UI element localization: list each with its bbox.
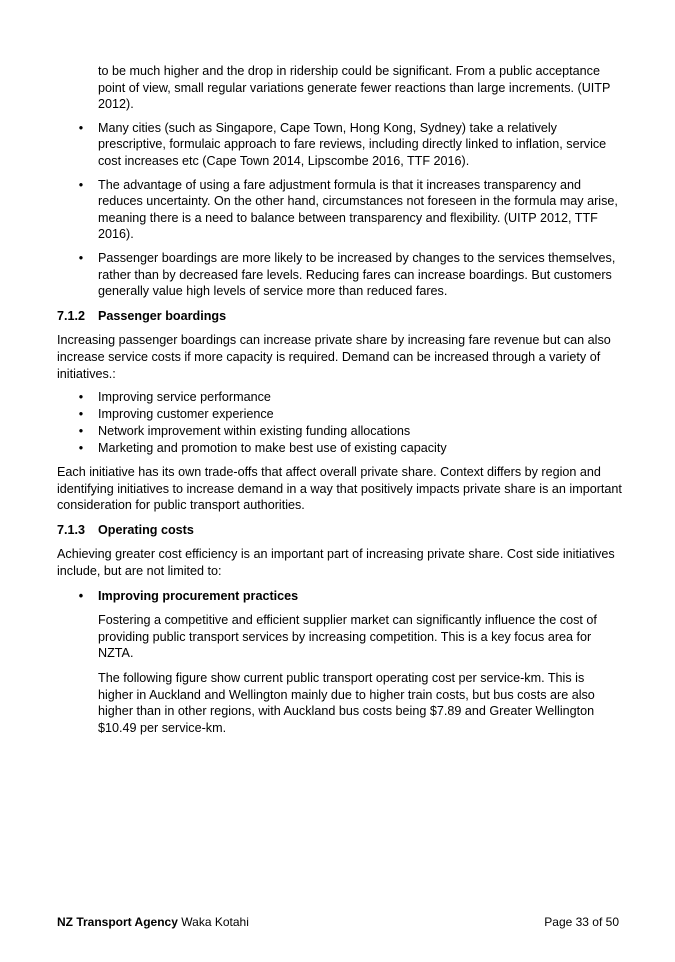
section-title: Operating costs [98, 522, 194, 537]
list-item [57, 423, 622, 440]
section-heading-7-1-3 [57, 522, 622, 539]
list-item-text: Passenger boardings are more likely to be increased by changes to the services themselves, rather than by decreased fare levels. Reducing fares can increase boardings. But customers generally value high levels of service more than reduced fares. [98, 250, 616, 299]
list-item-text: The advantage of using a fare adjustment formula is that it increases transparency and reduces uncertainty. On the other hand, circumstances not foreseen in the formula may arise, meaning there is a need to balance between transparency and flexibility. (UITP 2012, TTF 2016). [98, 177, 618, 242]
bullet-icon: • [78, 441, 84, 456]
list-item [57, 440, 622, 457]
list-item-text: Improving service performance [98, 390, 271, 405]
section-number: 7.1.2 [57, 308, 86, 323]
continuation-paragraph: to be much higher and the drop in ridership could be significant. From a public acceptance point of view, small regular variations generate fewer reactions than large increments. (UITP 2012). [98, 64, 611, 112]
cost-initiatives-list [57, 588, 622, 605]
top-bullet-list [57, 120, 622, 300]
page-number: Page 33 of 50 [544, 915, 619, 929]
list-item-text: Marketing and promotion to make best use of existing capacity [98, 441, 447, 456]
list-item [57, 250, 622, 300]
list-item [57, 120, 622, 170]
section-title: Passenger boardings [98, 308, 227, 323]
section-intro: Achieving greater cost efficiency is an important part of increasing private share. Cost side initiatives include, but are not limited to: [57, 547, 615, 579]
list-item [57, 177, 622, 243]
list-item-text: Improving customer experience [98, 407, 274, 422]
initiatives-list [57, 389, 622, 457]
list-item [57, 588, 622, 605]
section-number: 7.1.3 [57, 522, 86, 537]
document-body [57, 63, 622, 736]
bullet-icon: • [78, 407, 84, 422]
list-item [57, 406, 622, 423]
bullet-icon: • [78, 250, 84, 265]
list-item-text: Many cities (such as Singapore, Cape Town, Hong Kong, Sydney) take a relatively prescriptive, formulaic approach to fare reviews, including directly linked to inflation, service cost increases etc (Cape Town 2014, Lipscombe 2016, TTF 2016). [98, 120, 607, 168]
bullet-icon: • [78, 424, 84, 439]
bullet-icon: • [78, 177, 84, 192]
bullet-icon: • [78, 588, 84, 603]
section-intro: Increasing passenger boardings can increase private share by increasing fare revenue but can also increase service costs if more capacity is required. Demand can be increased through a variety of initiatives.: [57, 333, 611, 381]
list-item-text: Improving procurement practices [98, 588, 299, 603]
footer-organisation [57, 915, 249, 930]
procurement-paragraph: Fostering a competitive and efficient supplier market can significantly influence the cost of providing public transport services by increasing competition. This is a key focus area for NZTA. [98, 613, 597, 661]
section-heading-7-1-2 [57, 308, 622, 325]
list-item [57, 389, 622, 406]
list-item-text: Network improvement within existing funding allocations [98, 424, 411, 439]
page-footer [57, 915, 619, 930]
bullet-icon: • [78, 390, 84, 405]
footer-org-bold: NZ Transport Agency [57, 915, 178, 929]
section-closing: Each initiative has its own trade-offs that affect overall private share. Context differs by region and identifying initiatives to increase demand in a way that positively impacts private share is an important consideration for public transport authorities. [57, 465, 622, 513]
footer-org-rest: Waka Kotahi [181, 915, 249, 929]
operating-cost-paragraph: The following figure show current public transport operating cost per service-km. This is higher in Auckland and Wellington mainly due to higher train costs, but bus costs are also higher than in other regions, with Auckland bus costs being $7.89 and Greater Wellington $10.49 per service-km. [98, 671, 595, 735]
bullet-icon: • [78, 120, 84, 135]
